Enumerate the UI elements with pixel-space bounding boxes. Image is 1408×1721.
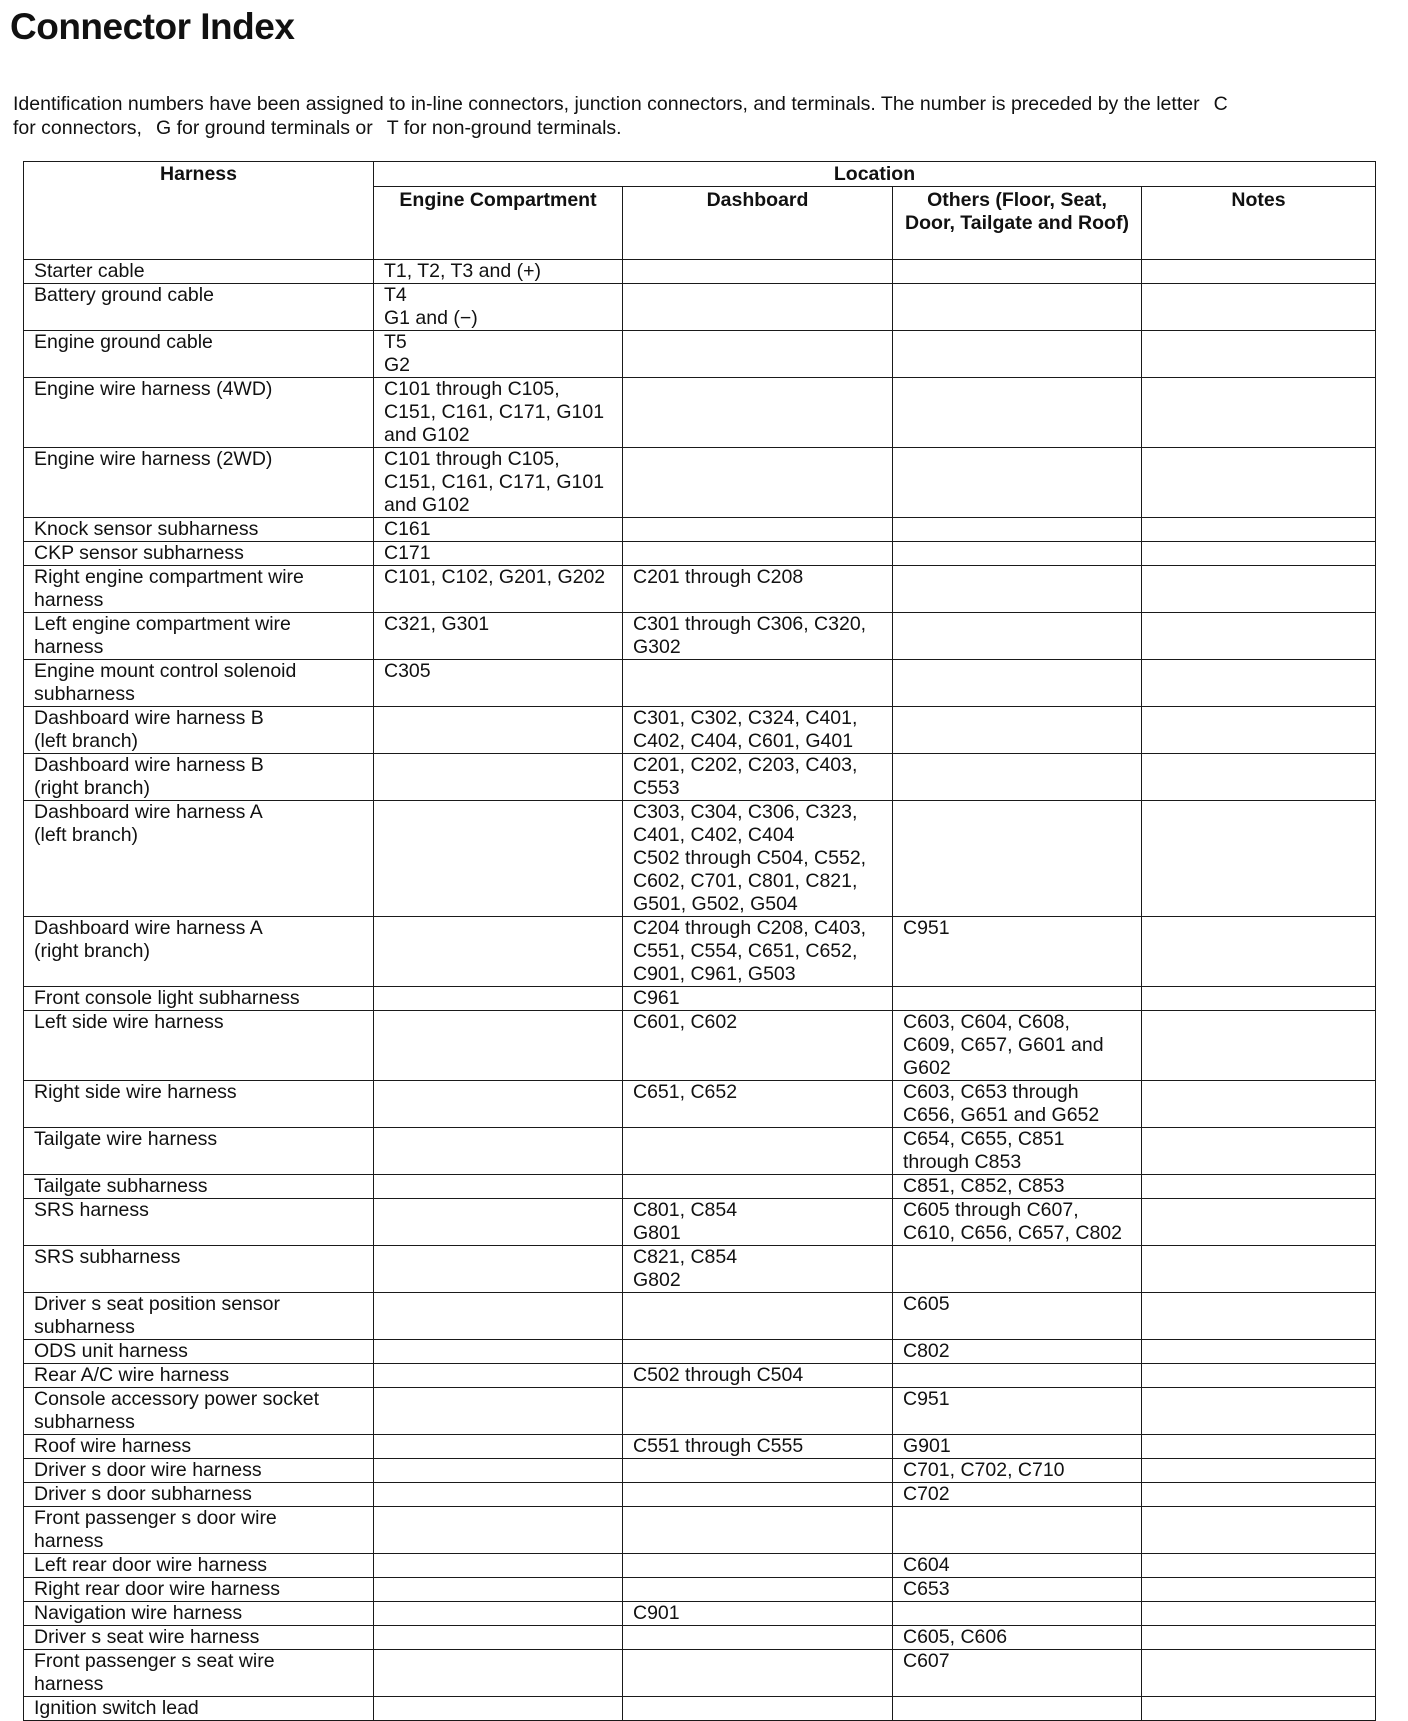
dashboard-cell bbox=[623, 260, 893, 284]
others-cell bbox=[893, 754, 1142, 801]
table-row bbox=[24, 284, 1376, 331]
table-row bbox=[24, 917, 1376, 987]
notes-cell bbox=[1142, 518, 1376, 542]
table-row bbox=[24, 542, 1376, 566]
harness-cell: Left engine compartment wire harness bbox=[24, 613, 374, 660]
engine-cell: C101 through C105, C151, C161, C171, G101 and G102 bbox=[374, 448, 623, 518]
dashboard-cell bbox=[623, 331, 893, 378]
dashboard-cell bbox=[623, 1697, 893, 1721]
header-engine-compartment: Engine Compartment bbox=[374, 187, 623, 260]
table-row bbox=[24, 331, 1376, 378]
notes-cell bbox=[1142, 1697, 1376, 1721]
notes-cell bbox=[1142, 378, 1376, 448]
harness-cell: Dashboard wire harness A (left branch) bbox=[24, 801, 374, 917]
others-cell bbox=[893, 1246, 1142, 1293]
notes-cell bbox=[1142, 1293, 1376, 1340]
others-cell bbox=[893, 542, 1142, 566]
table-row bbox=[24, 1483, 1376, 1507]
header-others: Others (Floor, Seat, Door, Tailgate and Roof) bbox=[893, 187, 1142, 260]
table-row bbox=[24, 754, 1376, 801]
engine-cell bbox=[374, 1011, 623, 1081]
harness-cell: Engine wire harness (2WD) bbox=[24, 448, 374, 518]
others-cell: C605 through C607, C610, C656, C657, C802 bbox=[893, 1199, 1142, 1246]
dashboard-cell: C201 through C208 bbox=[623, 566, 893, 613]
table-row bbox=[24, 1697, 1376, 1721]
engine-cell: C305 bbox=[374, 660, 623, 707]
harness-cell: Left side wire harness bbox=[24, 1011, 374, 1081]
table-row bbox=[24, 1011, 1376, 1081]
others-cell bbox=[893, 260, 1142, 284]
dashboard-cell bbox=[623, 542, 893, 566]
dashboard-cell bbox=[623, 378, 893, 448]
dashboard-cell bbox=[623, 1128, 893, 1175]
others-cell bbox=[893, 1507, 1142, 1554]
dashboard-cell: C901 bbox=[623, 1602, 893, 1626]
dashboard-cell bbox=[623, 660, 893, 707]
dashboard-cell: C502 through C504 bbox=[623, 1364, 893, 1388]
header-notes: Notes bbox=[1142, 187, 1376, 260]
notes-cell bbox=[1142, 1602, 1376, 1626]
notes-cell bbox=[1142, 1435, 1376, 1459]
dashboard-cell: C303, C304, C306, C323, C401, C402, C404 C502 through C504, C552, C602, C701, C801, C821, G501, G502, G504 bbox=[623, 801, 893, 917]
dashboard-cell bbox=[623, 1483, 893, 1507]
notes-cell bbox=[1142, 331, 1376, 378]
others-cell bbox=[893, 1364, 1142, 1388]
dashboard-cell bbox=[623, 1650, 893, 1697]
engine-cell: C101 through C105, C151, C161, C171, G101 and G102 bbox=[374, 378, 623, 448]
others-cell bbox=[893, 518, 1142, 542]
dashboard-cell: C601, C602 bbox=[623, 1011, 893, 1081]
engine-cell bbox=[374, 1293, 623, 1340]
page-title: Connector Index bbox=[10, 6, 295, 47]
engine-cell bbox=[374, 1128, 623, 1175]
notes-cell bbox=[1142, 1483, 1376, 1507]
dashboard-cell bbox=[623, 1626, 893, 1650]
table-row bbox=[24, 801, 1376, 917]
dashboard-cell: C801, C854 G801 bbox=[623, 1199, 893, 1246]
dashboard-cell bbox=[623, 518, 893, 542]
others-cell: C951 bbox=[893, 917, 1142, 987]
harness-cell: Knock sensor subharness bbox=[24, 518, 374, 542]
notes-cell bbox=[1142, 542, 1376, 566]
harness-cell: Right engine compartment wire harness bbox=[24, 566, 374, 613]
notes-cell bbox=[1142, 1340, 1376, 1364]
engine-cell bbox=[374, 1246, 623, 1293]
notes-cell bbox=[1142, 284, 1376, 331]
engine-cell bbox=[374, 801, 623, 917]
notes-cell bbox=[1142, 707, 1376, 754]
notes-cell bbox=[1142, 987, 1376, 1011]
header-dashboard: Dashboard bbox=[623, 187, 893, 260]
table-body bbox=[24, 260, 1376, 1721]
table-row bbox=[24, 260, 1376, 284]
engine-cell: C101, C102, G201, G202 bbox=[374, 566, 623, 613]
notes-cell bbox=[1142, 1459, 1376, 1483]
harness-cell: Driver s door subharness bbox=[24, 1483, 374, 1507]
engine-cell: C171 bbox=[374, 542, 623, 566]
table-row bbox=[24, 1293, 1376, 1340]
table-row bbox=[24, 1507, 1376, 1554]
notes-cell bbox=[1142, 1554, 1376, 1578]
others-cell bbox=[893, 331, 1142, 378]
harness-cell: Front console light subharness bbox=[24, 987, 374, 1011]
table-row bbox=[24, 613, 1376, 660]
engine-cell bbox=[374, 1697, 623, 1721]
dashboard-cell: C551 through C555 bbox=[623, 1435, 893, 1459]
others-cell: C604 bbox=[893, 1554, 1142, 1578]
harness-cell: Dashboard wire harness B (right branch) bbox=[24, 754, 374, 801]
harness-cell: Driver s seat position sensor subharness bbox=[24, 1293, 374, 1340]
header-harness: Harness bbox=[24, 162, 374, 260]
dashboard-cell bbox=[623, 1388, 893, 1435]
table-row bbox=[24, 1246, 1376, 1293]
harness-cell: Driver s seat wire harness bbox=[24, 1626, 374, 1650]
engine-cell bbox=[374, 1554, 623, 1578]
harness-cell: SRS subharness bbox=[24, 1246, 374, 1293]
notes-cell bbox=[1142, 448, 1376, 518]
dashboard-cell bbox=[623, 1507, 893, 1554]
table-row bbox=[24, 1199, 1376, 1246]
dashboard-cell bbox=[623, 284, 893, 331]
table-row bbox=[24, 1364, 1376, 1388]
dashboard-cell: C961 bbox=[623, 987, 893, 1011]
dashboard-cell bbox=[623, 1340, 893, 1364]
notes-cell bbox=[1142, 1626, 1376, 1650]
others-cell: C654, C655, C851 through C853 bbox=[893, 1128, 1142, 1175]
engine-cell: C321, G301 bbox=[374, 613, 623, 660]
others-cell: C605, C606 bbox=[893, 1626, 1142, 1650]
table-row bbox=[24, 660, 1376, 707]
harness-cell: Front passenger s door wire harness bbox=[24, 1507, 374, 1554]
notes-cell bbox=[1142, 566, 1376, 613]
table-row bbox=[24, 987, 1376, 1011]
harness-cell: Front passenger s seat wire harness bbox=[24, 1650, 374, 1697]
engine-cell bbox=[374, 1364, 623, 1388]
harness-cell: Right rear door wire harness bbox=[24, 1578, 374, 1602]
harness-cell: Navigation wire harness bbox=[24, 1602, 374, 1626]
notes-cell bbox=[1142, 1650, 1376, 1697]
table-row bbox=[24, 1602, 1376, 1626]
table-row bbox=[24, 1340, 1376, 1364]
intro-line-2c: for non-ground terminals. bbox=[403, 117, 622, 139]
others-cell: C702 bbox=[893, 1483, 1142, 1507]
notes-cell bbox=[1142, 1199, 1376, 1246]
others-cell bbox=[893, 660, 1142, 707]
others-cell: G901 bbox=[893, 1435, 1142, 1459]
others-cell bbox=[893, 284, 1142, 331]
others-cell: C851, C852, C853 bbox=[893, 1175, 1142, 1199]
dashboard-cell: C201, C202, C203, C403, C553 bbox=[623, 754, 893, 801]
others-cell: C603, C653 through C656, G651 and G652 bbox=[893, 1081, 1142, 1128]
harness-cell: Starter cable bbox=[24, 260, 374, 284]
others-cell bbox=[893, 1697, 1142, 1721]
notes-cell bbox=[1142, 1507, 1376, 1554]
engine-cell bbox=[374, 1388, 623, 1435]
others-cell: C607 bbox=[893, 1650, 1142, 1697]
notes-cell bbox=[1142, 613, 1376, 660]
table-row bbox=[24, 707, 1376, 754]
engine-cell bbox=[374, 1507, 623, 1554]
others-cell: C603, C604, C608, C609, C657, G601 and G602 bbox=[893, 1011, 1142, 1081]
engine-cell: T5 G2 bbox=[374, 331, 623, 378]
dashboard-cell bbox=[623, 1293, 893, 1340]
harness-cell: Tailgate subharness bbox=[24, 1175, 374, 1199]
table-row bbox=[24, 378, 1376, 448]
harness-cell: Engine mount control solenoid subharness bbox=[24, 660, 374, 707]
notes-cell bbox=[1142, 1246, 1376, 1293]
intro-line-2a: for connectors, bbox=[13, 117, 142, 139]
dashboard-cell bbox=[623, 1459, 893, 1483]
intro-paragraph bbox=[13, 92, 1383, 140]
table-row bbox=[24, 1388, 1376, 1435]
harness-cell: CKP sensor subharness bbox=[24, 542, 374, 566]
notes-cell bbox=[1142, 260, 1376, 284]
harness-cell: SRS harness bbox=[24, 1199, 374, 1246]
table-row bbox=[24, 1175, 1376, 1199]
others-cell bbox=[893, 987, 1142, 1011]
harness-cell: Dashboard wire harness A (right branch) bbox=[24, 917, 374, 987]
table-row bbox=[24, 1459, 1376, 1483]
header-location: Location bbox=[374, 162, 1376, 187]
harness-cell: Roof wire harness bbox=[24, 1435, 374, 1459]
engine-cell: C161 bbox=[374, 518, 623, 542]
table-row bbox=[24, 1554, 1376, 1578]
engine-cell bbox=[374, 1199, 623, 1246]
others-cell bbox=[893, 448, 1142, 518]
dashboard-cell: C301, C302, C324, C401, C402, C404, C601, G401 bbox=[623, 707, 893, 754]
harness-cell: Driver s door wire harness bbox=[24, 1459, 374, 1483]
dashboard-cell: C301 through C306, C320, G302 bbox=[623, 613, 893, 660]
harness-cell: Dashboard wire harness B (left branch) bbox=[24, 707, 374, 754]
notes-cell bbox=[1142, 1175, 1376, 1199]
engine-cell bbox=[374, 1435, 623, 1459]
letter-g: G bbox=[155, 117, 172, 139]
letter-t: T bbox=[386, 117, 399, 139]
table-row bbox=[24, 1128, 1376, 1175]
table-row bbox=[24, 1626, 1376, 1650]
engine-cell: T4 G1 and (−) bbox=[374, 284, 623, 331]
harness-cell: Engine wire harness (4WD) bbox=[24, 378, 374, 448]
harness-cell: ODS unit harness bbox=[24, 1340, 374, 1364]
harness-cell: Ignition switch lead bbox=[24, 1697, 374, 1721]
notes-cell bbox=[1142, 1128, 1376, 1175]
dashboard-cell bbox=[623, 1175, 893, 1199]
engine-cell bbox=[374, 1626, 623, 1650]
table-row bbox=[24, 1435, 1376, 1459]
notes-cell bbox=[1142, 754, 1376, 801]
others-cell bbox=[893, 613, 1142, 660]
intro-line-2b: for ground terminals or bbox=[176, 117, 373, 139]
letter-c: C bbox=[1213, 93, 1228, 115]
engine-cell bbox=[374, 1578, 623, 1602]
others-cell bbox=[893, 707, 1142, 754]
notes-cell bbox=[1142, 1364, 1376, 1388]
notes-cell bbox=[1142, 1578, 1376, 1602]
table-row bbox=[24, 448, 1376, 518]
engine-cell bbox=[374, 1081, 623, 1128]
others-cell: C951 bbox=[893, 1388, 1142, 1435]
harness-cell: Engine ground cable bbox=[24, 331, 374, 378]
notes-cell bbox=[1142, 801, 1376, 917]
engine-cell bbox=[374, 987, 623, 1011]
dashboard-cell: C821, C854 G802 bbox=[623, 1246, 893, 1293]
notes-cell bbox=[1142, 1081, 1376, 1128]
engine-cell bbox=[374, 1459, 623, 1483]
others-cell: C701, C702, C710 bbox=[893, 1459, 1142, 1483]
engine-cell: T1, T2, T3 and (+) bbox=[374, 260, 623, 284]
harness-cell: Left rear door wire harness bbox=[24, 1554, 374, 1578]
others-cell bbox=[893, 378, 1142, 448]
harness-cell: Rear A/C wire harness bbox=[24, 1364, 374, 1388]
table-row bbox=[24, 1081, 1376, 1128]
intro-line-1: Identification numbers have been assigned to in-line connectors, junction connectors, and terminals. The number is preceded by the letter bbox=[13, 93, 1200, 115]
notes-cell bbox=[1142, 917, 1376, 987]
dashboard-cell bbox=[623, 1554, 893, 1578]
engine-cell bbox=[374, 707, 623, 754]
harness-cell: Battery ground cable bbox=[24, 284, 374, 331]
table-row bbox=[24, 566, 1376, 613]
dashboard-cell: C651, C652 bbox=[623, 1081, 893, 1128]
others-cell bbox=[893, 801, 1142, 917]
harness-cell: Right side wire harness bbox=[24, 1081, 374, 1128]
others-cell bbox=[893, 1602, 1142, 1626]
table-row bbox=[24, 518, 1376, 542]
others-cell: C802 bbox=[893, 1340, 1142, 1364]
notes-cell bbox=[1142, 1388, 1376, 1435]
harness-cell: Tailgate wire harness bbox=[24, 1128, 374, 1175]
notes-cell bbox=[1142, 660, 1376, 707]
engine-cell bbox=[374, 1175, 623, 1199]
others-cell: C653 bbox=[893, 1578, 1142, 1602]
table-row bbox=[24, 1578, 1376, 1602]
others-cell: C605 bbox=[893, 1293, 1142, 1340]
engine-cell bbox=[374, 1650, 623, 1697]
engine-cell bbox=[374, 1602, 623, 1626]
connector-index-table bbox=[23, 161, 1376, 1721]
dashboard-cell bbox=[623, 448, 893, 518]
harness-cell: Console accessory power socket subharness bbox=[24, 1388, 374, 1435]
engine-cell bbox=[374, 1340, 623, 1364]
table-row bbox=[24, 1650, 1376, 1697]
engine-cell bbox=[374, 917, 623, 987]
notes-cell bbox=[1142, 1011, 1376, 1081]
dashboard-cell bbox=[623, 1578, 893, 1602]
dashboard-cell: C204 through C208, C403, C551, C554, C651, C652, C901, C961, G503 bbox=[623, 917, 893, 987]
others-cell bbox=[893, 566, 1142, 613]
engine-cell bbox=[374, 1483, 623, 1507]
engine-cell bbox=[374, 754, 623, 801]
